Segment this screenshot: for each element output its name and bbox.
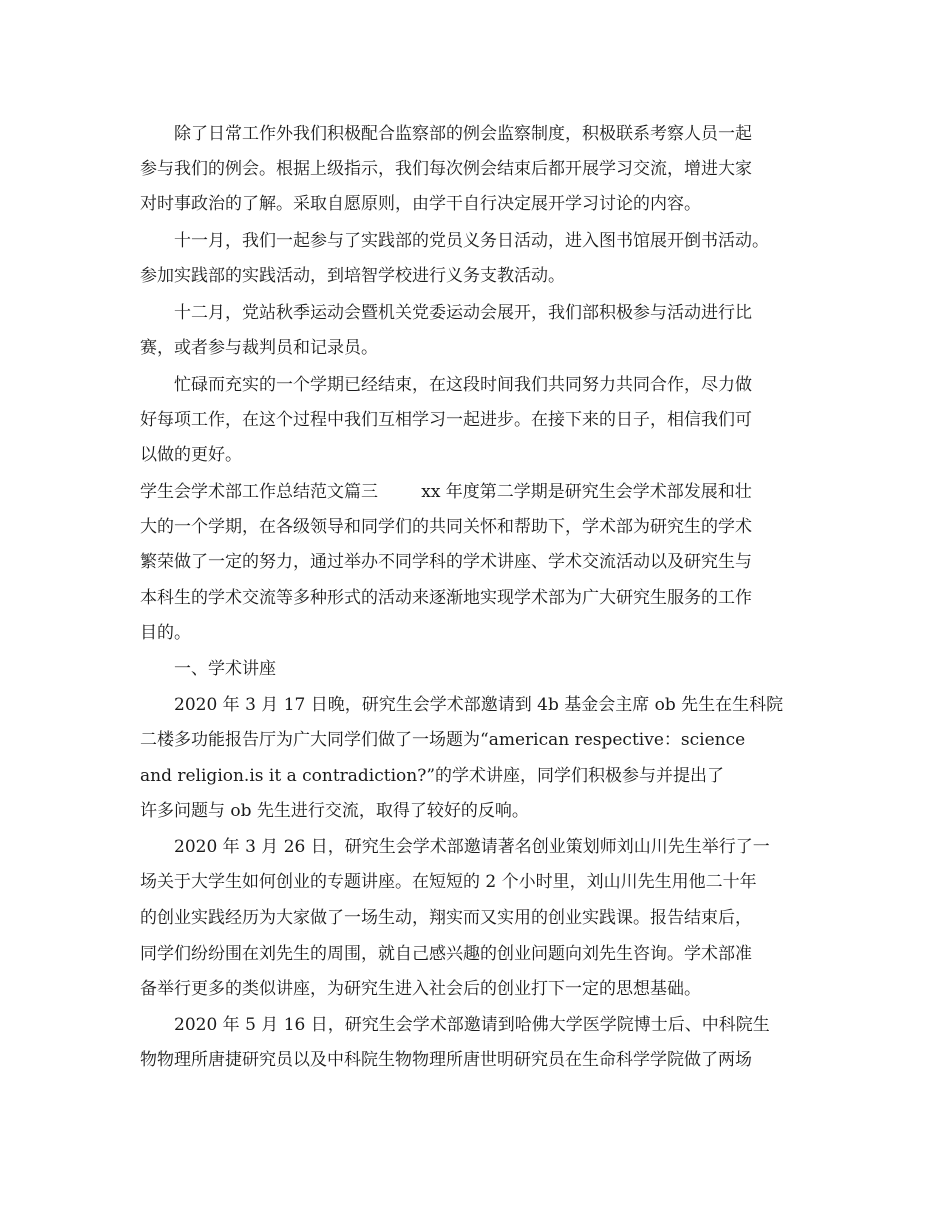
text-line: 的创业实践经历为大家做了一场生动，翔实而又实用的创业实践课。报告结束后， xyxy=(140,908,752,928)
text-line: and religion.is it a contradiction?”的学术讲座，同学们积极参与并提出了 xyxy=(140,766,725,786)
text-line: 大的一个学期，在各级领导和同学们的共同关怀和帮助下，学术部为研究生的学术 xyxy=(140,517,752,537)
text-line: 2020 年 5 月 16 日，研究生会学术部邀请到哈佛大学医学院博士后、中科院生 xyxy=(174,1015,770,1035)
text-line: 忙碌而充实的一个学期已经结束，在这段时间我们共同努力共同合作，尽力做 xyxy=(174,375,752,395)
text-line: 学生会学术部工作总结范文篇三 xx 年度第二学期是研究生会学术部发展和壮 xyxy=(140,482,752,502)
text-line: 2020 年 3 月 26 日，研究生会学术部邀请著名创业策划师刘山川先生举行了一 xyxy=(174,837,770,857)
text-line: 繁荣做了一定的努力，通过举办不同学科的学术讲座、学术交流活动以及研究生与 xyxy=(140,552,752,572)
text-line: 参与我们的例会。根据上级指示，我们每次例会结束后都开展学习交流，增进大家 xyxy=(140,159,752,179)
text-line: 本科生的学术交流等多种形式的活动来逐渐地实现学术部为广大研究生服务的工作 xyxy=(140,588,752,608)
text-line: 除了日常工作外我们积极配合监察部的例会监察制度，积极联系考察人员一起 xyxy=(174,124,752,144)
text-line: 目的。 xyxy=(140,623,191,643)
text-line: 十二月，党站秋季运动会暨机关党委运动会展开，我们部积极参与活动进行比 xyxy=(174,303,752,323)
text-line: 参加实践部的实践活动，到培智学校进行义务支教活动。 xyxy=(140,266,565,286)
text-line: 物物理所唐捷研究员以及中科院生物物理所唐世明研究员在生命科学学院做了两场 xyxy=(140,1050,752,1070)
text-line: 赛，或者参与裁判员和记录员。 xyxy=(140,338,378,358)
text-line: 对时事政治的了解。采取自愿原则，由学干自行决定展开学习讨论的内容。 xyxy=(140,194,701,214)
text-line: 许多问题与 ob 先生进行交流，取得了较好的反响。 xyxy=(140,801,529,821)
text-line: 以做的更好。 xyxy=(140,445,242,465)
text-line: 场关于大学生如何创业的专题讲座。在短短的 2 个小时里，刘山川先生用他二十年 xyxy=(140,872,757,892)
text-line: 好每项工作，在这个过程中我们互相学习一起进步。在接下来的日子，相信我们可 xyxy=(140,410,752,430)
text-line: 备举行更多的类似讲座，为研究生进入社会后的创业打下一定的思想基础。 xyxy=(140,979,701,999)
section-heading: 一、学术讲座 xyxy=(174,659,276,679)
text-line: 同学们纷纷围在刘先生的周围，就自己感兴趣的创业问题向刘先生咨询。学术部准 xyxy=(140,944,752,964)
text-line: 2020 年 3 月 17 日晚，研究生会学术部邀请到 4b 基金会主席 ob 先生在生科院 xyxy=(174,695,784,715)
text-line: 二楼多功能报告厅为广大同学们做了一场题为“american respective：science xyxy=(140,730,746,750)
text-line: 十一月，我们一起参与了实践部的党员义务日活动，进入图书馆展开倒书活动。 xyxy=(174,231,769,251)
